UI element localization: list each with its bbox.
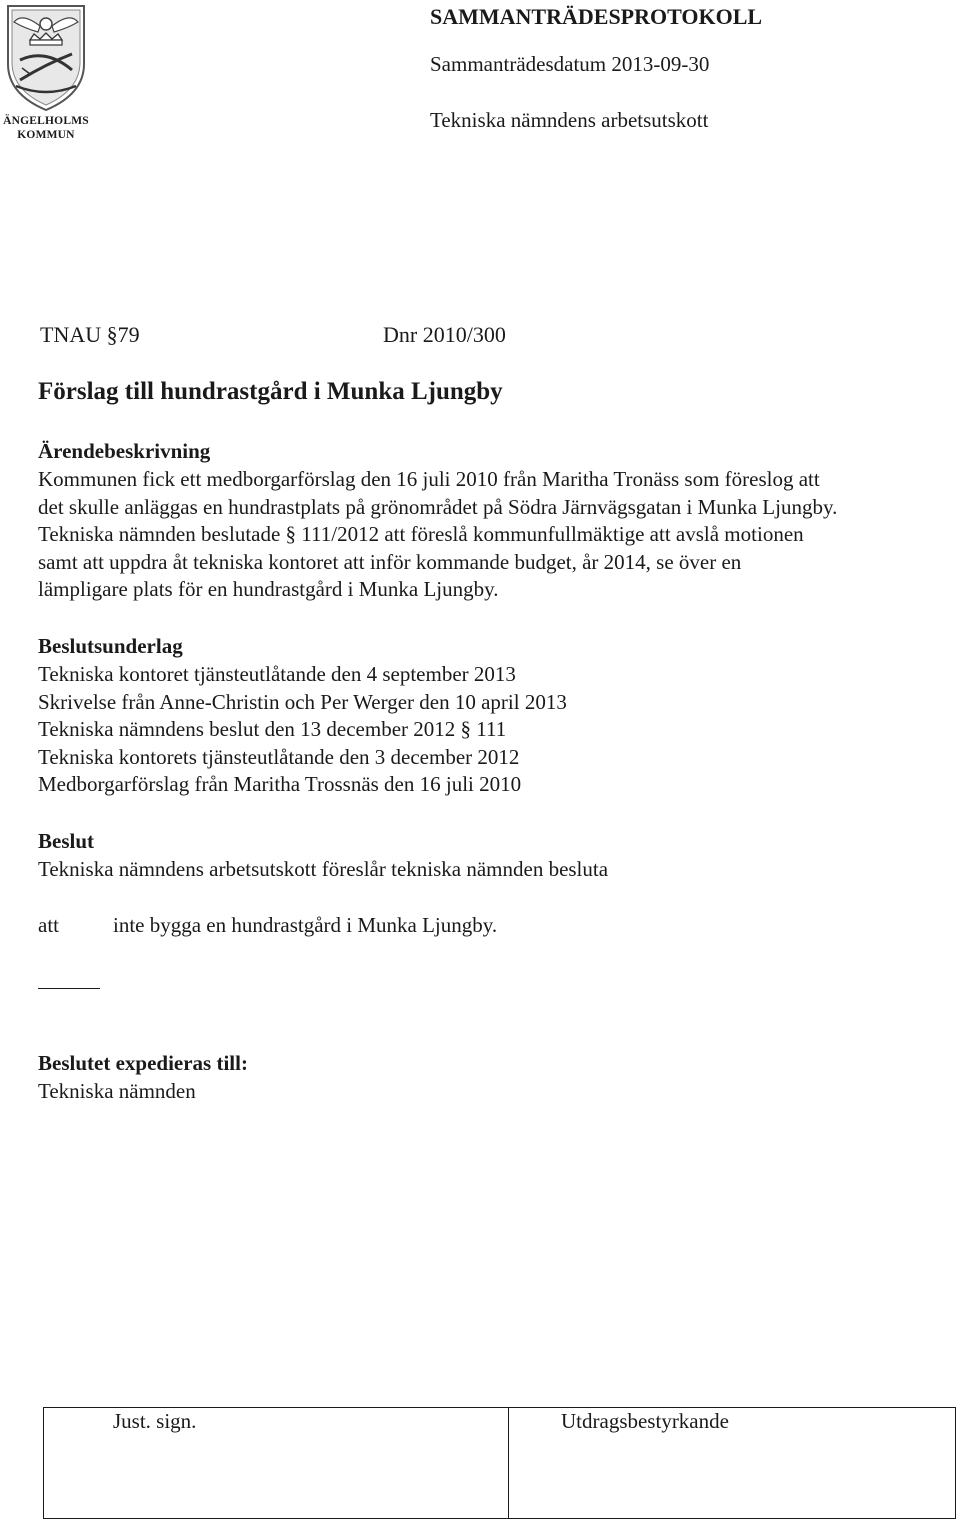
description-line: samt att uppdra åt tekniska kontoret att inför kommande budget, år 2014, se över en bbox=[38, 549, 742, 574]
tnau-label: TNAU bbox=[40, 322, 102, 347]
heading-arendebeskrivning: Ärendebeskrivning bbox=[38, 439, 211, 463]
description-line: det skulle anläggas en hundrastplats på grönområdet på Södra Järnvägsgatan i Munka Ljungby. bbox=[38, 494, 838, 519]
meeting-date: Sammanträdesdatum 2013-09-30 bbox=[430, 52, 710, 76]
description-line: Kommunen fick ett medborgarförslag den 16 juli 2010 från Maritha Tronäss som föreslog att bbox=[38, 467, 820, 491]
section-symbol: § bbox=[106, 322, 118, 347]
protocol-title: SAMMANTRÄDESPROTOKOLL bbox=[430, 4, 763, 29]
basis-item: Tekniska kontoret tjänsteutlåtande den 4 september 2013 bbox=[38, 662, 516, 686]
heading-expedieras: Beslutet expedieras till: bbox=[38, 1051, 248, 1075]
page-title: Förslag till hundrastgård i Munka Ljungby bbox=[38, 378, 503, 405]
logo-text-line2: KOMMUN bbox=[17, 129, 75, 141]
decision-intro: Tekniska nämndens arbetsutskott föreslår tekniska nämnden besluta bbox=[38, 857, 609, 881]
basis-item: Medborgarförslag från Maritha Trossnäs den 16 juli 2010 bbox=[38, 772, 522, 796]
description-line bbox=[38, 521, 938, 549]
recipient: Tekniska nämnden bbox=[38, 1079, 196, 1103]
basis-item: Tekniska kontorets tjänsteutlåtande den 3 december 2012 bbox=[38, 744, 520, 769]
signature-box-divider bbox=[508, 1407, 509, 1519]
diary-number: Dnr 2010/300 bbox=[383, 322, 506, 347]
section-symbol: § bbox=[460, 717, 472, 741]
description-line-part: Tekniska nämnden beslutade bbox=[38, 522, 281, 546]
committee-name: Tekniska nämndens arbetsutskott bbox=[430, 108, 709, 132]
description-line-part: 111/2012 att föreslå kommunfullmäktige att avslå motionen bbox=[301, 522, 804, 546]
heading-beslutsunderlag: Beslutsunderlag bbox=[38, 634, 183, 658]
just-sign-label: Just. sign. bbox=[113, 1409, 197, 1433]
section-reference bbox=[40, 322, 140, 348]
decision-att-word: att bbox=[38, 913, 59, 937]
basis-item bbox=[38, 716, 567, 744]
basis-item-ref: 111 bbox=[476, 717, 507, 741]
basis-item-text: Tekniska nämndens beslut den 13 december 2012 bbox=[38, 717, 456, 741]
section-symbol: § bbox=[285, 522, 297, 546]
municipality-logo bbox=[0, 2, 92, 152]
basis-item: Skrivelse från Anne-Christin och Per Werger den 10 april 2013 bbox=[38, 689, 567, 714]
utdragsbestyrkande-label: Utdragsbestyrkande bbox=[561, 1409, 729, 1433]
divider-rule bbox=[38, 988, 100, 989]
heading-beslut: Beslut bbox=[38, 829, 95, 853]
description-line: lämpligare plats för en hundrastgård i Munka Ljungby. bbox=[38, 577, 499, 601]
logo-text-line1: ÄNGELHOLMS bbox=[3, 115, 89, 127]
basis-list bbox=[38, 661, 567, 799]
decision-att-text: inte bygga en hundrastgård i Munka Ljungby. bbox=[113, 913, 498, 937]
section-number: 79 bbox=[117, 322, 140, 347]
coat-of-arms-icon bbox=[0, 2, 92, 114]
description-paragraph bbox=[38, 466, 938, 604]
